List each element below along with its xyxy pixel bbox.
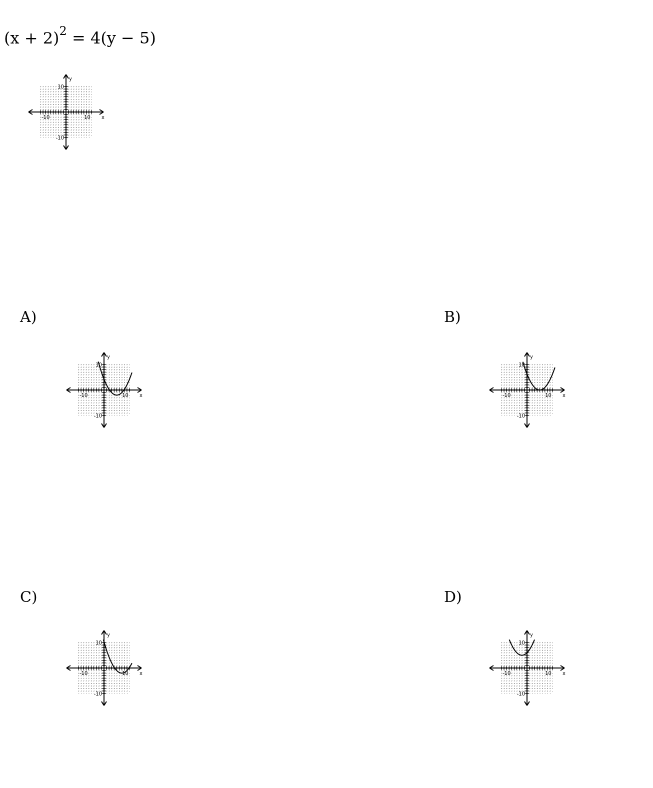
parabola-curve — [523, 362, 555, 390]
y-min-tick-label: -10 — [516, 413, 525, 420]
x-min-tick-label: -10 — [79, 671, 88, 677]
equation-rest: = 4(y − 5) — [66, 28, 156, 48]
x-min-tick-label: -10 — [502, 393, 511, 399]
option-a-graph[interactable] — [40, 328, 170, 454]
question-graph — [2, 50, 132, 176]
x-min-tick-label: -10 — [502, 671, 511, 677]
y-axis-label: y — [107, 632, 110, 639]
option-b-graph[interactable] — [463, 328, 593, 454]
equation-exponent: 2 — [59, 24, 67, 38]
option-a-label: A) — [20, 308, 37, 326]
y-axis-label: y — [530, 354, 533, 361]
y-min-tick-label: -10 — [93, 691, 102, 698]
option-d-graph[interactable] — [463, 606, 593, 732]
y-max-tick-label: 10 — [518, 362, 525, 369]
y-axis-label: y — [530, 632, 533, 639]
x-axis-label: x — [101, 115, 105, 121]
option-c-label: C) — [20, 588, 38, 606]
option-b-label: B) — [444, 308, 461, 326]
y-max-tick-label: 10 — [57, 84, 64, 91]
x-max-tick-label: 10 — [545, 393, 552, 399]
x-max-tick-label: 10 — [122, 393, 129, 399]
y-max-tick-label: 10 — [95, 362, 102, 369]
question-equation — [4, 26, 156, 47]
y-min-tick-label: -10 — [55, 135, 64, 142]
x-axis-label: x — [562, 671, 566, 677]
y-min-tick-label: -10 — [516, 691, 525, 698]
option-d-label: D) — [444, 588, 462, 606]
x-min-tick-label: -10 — [41, 115, 50, 121]
option-c-graph[interactable] — [40, 606, 170, 732]
x-max-tick-label: 10 — [84, 115, 91, 121]
x-max-tick-label: 10 — [122, 671, 129, 677]
x-axis-label: x — [139, 671, 143, 677]
y-axis-label: y — [69, 76, 72, 83]
y-max-tick-label: 10 — [518, 640, 525, 647]
x-axis-label: x — [562, 393, 566, 399]
x-max-tick-label: 10 — [545, 671, 552, 677]
y-min-tick-label: -10 — [93, 413, 102, 420]
y-axis-label: y — [107, 354, 110, 361]
y-max-tick-label: 10 — [95, 640, 102, 647]
equation-base: (x + 2) — [4, 28, 60, 48]
x-axis-label: x — [139, 393, 143, 399]
x-min-tick-label: -10 — [79, 393, 88, 399]
